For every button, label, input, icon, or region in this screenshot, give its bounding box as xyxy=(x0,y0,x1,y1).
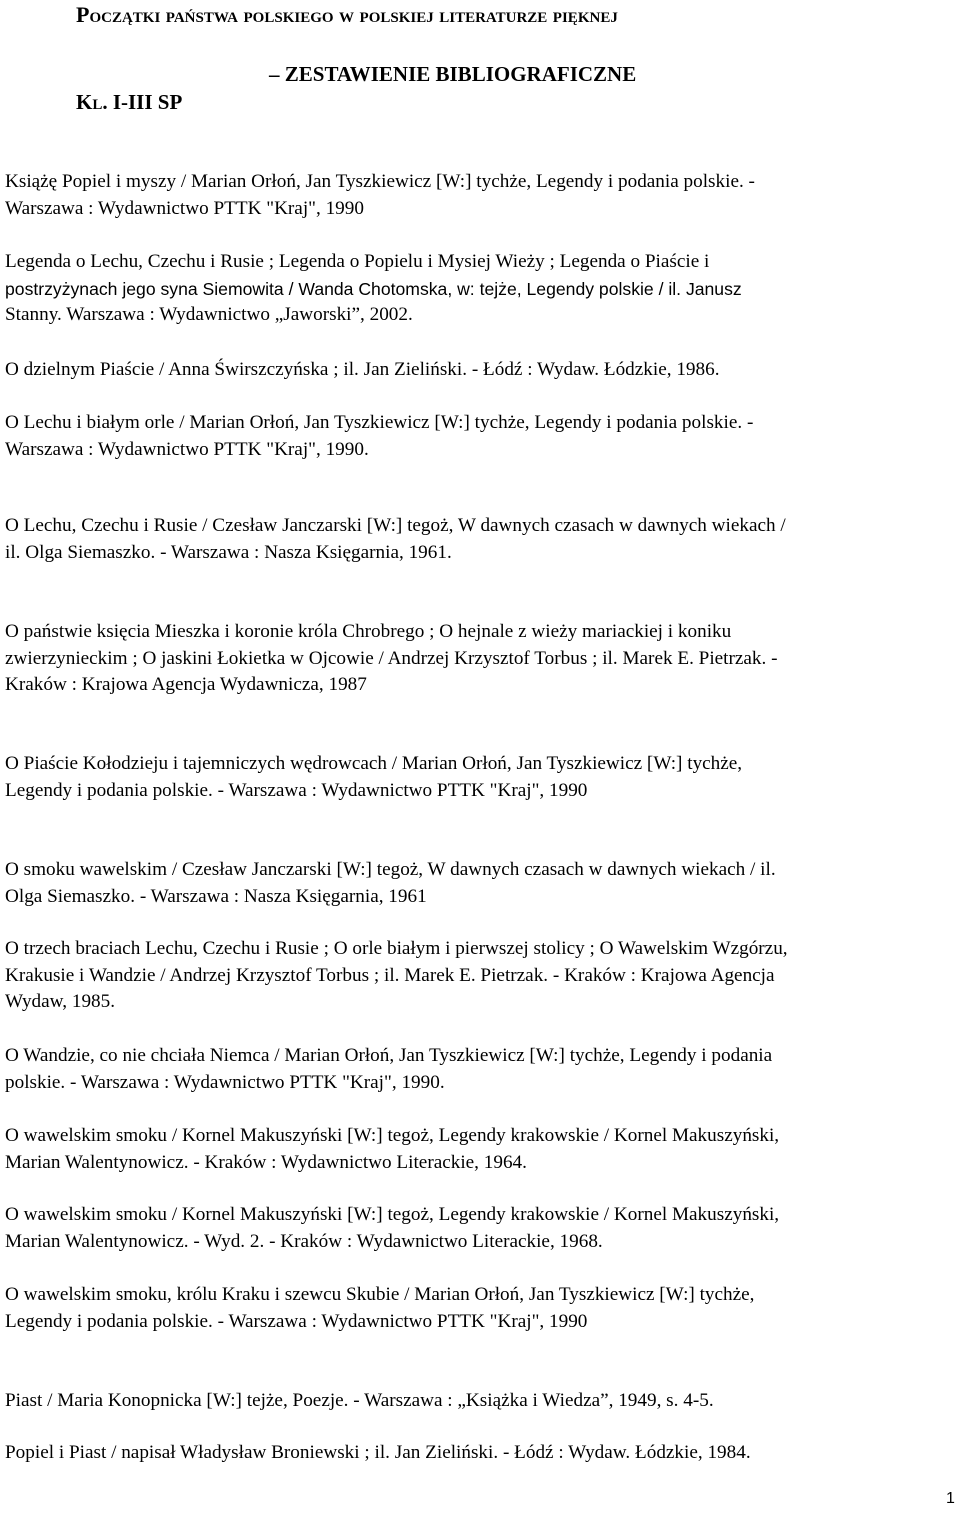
entry-line: zwierzynieckim ; O jaskini Łokietka w Ojcowie / Andrzej Krzysztof Torbus ; il. Marek E. Pietrzak. - xyxy=(5,647,778,669)
entry-line: postrzyżynach jego syna Siemowita / Wanda Chotomska, w: tejże, Legendy polskie / il. Janusz xyxy=(5,278,742,299)
bibliography-entry xyxy=(5,857,955,910)
entry-line: Wydaw, 1985. xyxy=(5,991,116,1012)
entry-line: O trzech braciach Lechu, Czechu i Rusie ; O orle białym i pierwszej stolicy ; O Wawelskim Wzgórzu, xyxy=(5,938,788,959)
bibliography-entry xyxy=(5,513,955,566)
bibliography-entry xyxy=(5,751,955,804)
bibliography-entry xyxy=(5,936,955,1016)
entry-line: O Piaście Kołodzieju i tajemniczych wędrowcach / Marian Orłoń, Jan Tyszkiewicz [W:] tychże, xyxy=(5,753,743,774)
entry-line: Marian Walentynowicz. - Wyd. 2. - Kraków : Wydawnictwo Literackie, 1968. xyxy=(5,1230,603,1252)
bibliography-entry xyxy=(5,1282,955,1335)
entry-line: Marian Walentynowicz. - Kraków : Wydawnictwo Literackie, 1964. xyxy=(5,1151,527,1173)
bibliography-entry xyxy=(5,169,955,222)
bibliography-entry xyxy=(5,357,955,384)
entry-line: polskie. - Warszawa : Wydawnictwo PTTK "Kraj", 1990. xyxy=(5,1071,445,1093)
entry-line: O wawelskim smoku, królu Kraku i szewcu Skubie / Marian Orłoń, Jan Tyszkiewicz [W:] tychże, xyxy=(5,1284,755,1305)
bibliography-entry xyxy=(5,1440,955,1467)
bibliography-entry xyxy=(5,1043,955,1096)
entry-line: Stanny. Warszawa : Wydawnictwo „Jaworski”, 2002. xyxy=(5,304,413,325)
entry-line: Olga Siemaszko. - Warszawa : Nasza Księgarnia, 1961 xyxy=(5,885,427,907)
entry-line: Piast / Maria Konopnicka [W:] tejże, Poezje. - Warszawa : „Książka i Wiedza”, 1949, s. 4-5. xyxy=(5,1390,714,1411)
entry-line: O Lechu i białym orle / Marian Orłoń, Jan Tyszkiewicz [W:] tychże, Legendy i podania polskie. - xyxy=(5,412,754,433)
document-subtitle: – ZESTAWIENIE BIBLIOGRAFICZNE xyxy=(269,62,637,86)
entry-line: O Wandzie, co nie chciała Niemca / Marian Orłoń, Jan Tyszkiewicz [W:] tychże, Legendy i podania xyxy=(5,1045,773,1066)
entry-line: il. Olga Siemaszko. - Warszawa : Nasza Księgarnia, 1961. xyxy=(5,541,452,563)
entry-line: O wawelskim smoku / Kornel Makuszyński [W:] tegoż, Legendy krakowskie / Kornel Makuszyński, xyxy=(5,1125,780,1146)
bibliography-entry xyxy=(5,619,955,699)
class-label: Kl. I-III SP xyxy=(76,90,183,114)
entry-line: Legenda o Lechu, Czechu i Rusie ; Legenda o Popielu i Mysiej Wieży ; Legenda o Piaście i xyxy=(5,251,710,272)
bibliography-entry xyxy=(5,1202,955,1255)
entry-line: Popiel i Piast / napisał Władysław Broniewski ; il. Jan Zieliński. - Łódź : Wydaw. Łódzkie, 1984. xyxy=(5,1442,751,1463)
entry-line: Legendy i podania polskie. - Warszawa : Wydawnictwo PTTK "Kraj", 1990 xyxy=(5,779,588,801)
entry-line: O wawelskim smoku / Kornel Makuszyński [W:] tegoż, Legendy krakowskie / Kornel Makuszyński, xyxy=(5,1204,780,1225)
bibliography-entry xyxy=(5,249,955,329)
document-title: Początki państwa polskiego w polskiej literaturze pięknej xyxy=(76,2,618,27)
entry-line: Książę Popiel i myszy / Marian Orłoń, Jan Tyszkiewicz [W:] tychże, Legendy i podania polskie. - xyxy=(5,171,755,192)
entry-line: Legendy i podania polskie. - Warszawa : Wydawnictwo PTTK "Kraj", 1990 xyxy=(5,1310,588,1332)
page-number: 1 xyxy=(946,1490,955,1507)
entry-line: O Lechu, Czechu i Rusie / Czesław Janczarski [W:] tegoż, W dawnych czasach w dawnych wiekach / xyxy=(5,515,786,536)
entry-line: O smoku wawelskim / Czesław Janczarski [W:] tegoż, W dawnych czasach w dawnych wiekach / il. xyxy=(5,859,776,880)
entry-line: O państwie księcia Mieszka i koronie króla Chrobrego ; O hejnale z wieży mariackiej i koniku xyxy=(5,621,732,642)
bibliography-entry xyxy=(5,1123,955,1176)
bibliography-entry xyxy=(5,1388,955,1415)
entry-line: Kraków : Krajowa Agencja Wydawnicza, 1987 xyxy=(5,674,367,695)
entry-line: Warszawa : Wydawnictwo PTTK "Kraj", 1990. xyxy=(5,438,369,460)
entry-line: Warszawa : Wydawnictwo PTTK "Kraj", 1990 xyxy=(5,197,364,219)
entry-line: O dzielnym Piaście / Anna Świrszczyńska ; il. Jan Zieliński. - Łódź : Wydaw. Łódzkie, 1986. xyxy=(5,359,720,380)
bibliography-entry xyxy=(5,410,955,463)
entry-line: Krakusie i Wandzie / Andrzej Krzysztof Torbus ; il. Marek E. Pietrzak. - Kraków : Krajowa Agencja xyxy=(5,964,775,986)
